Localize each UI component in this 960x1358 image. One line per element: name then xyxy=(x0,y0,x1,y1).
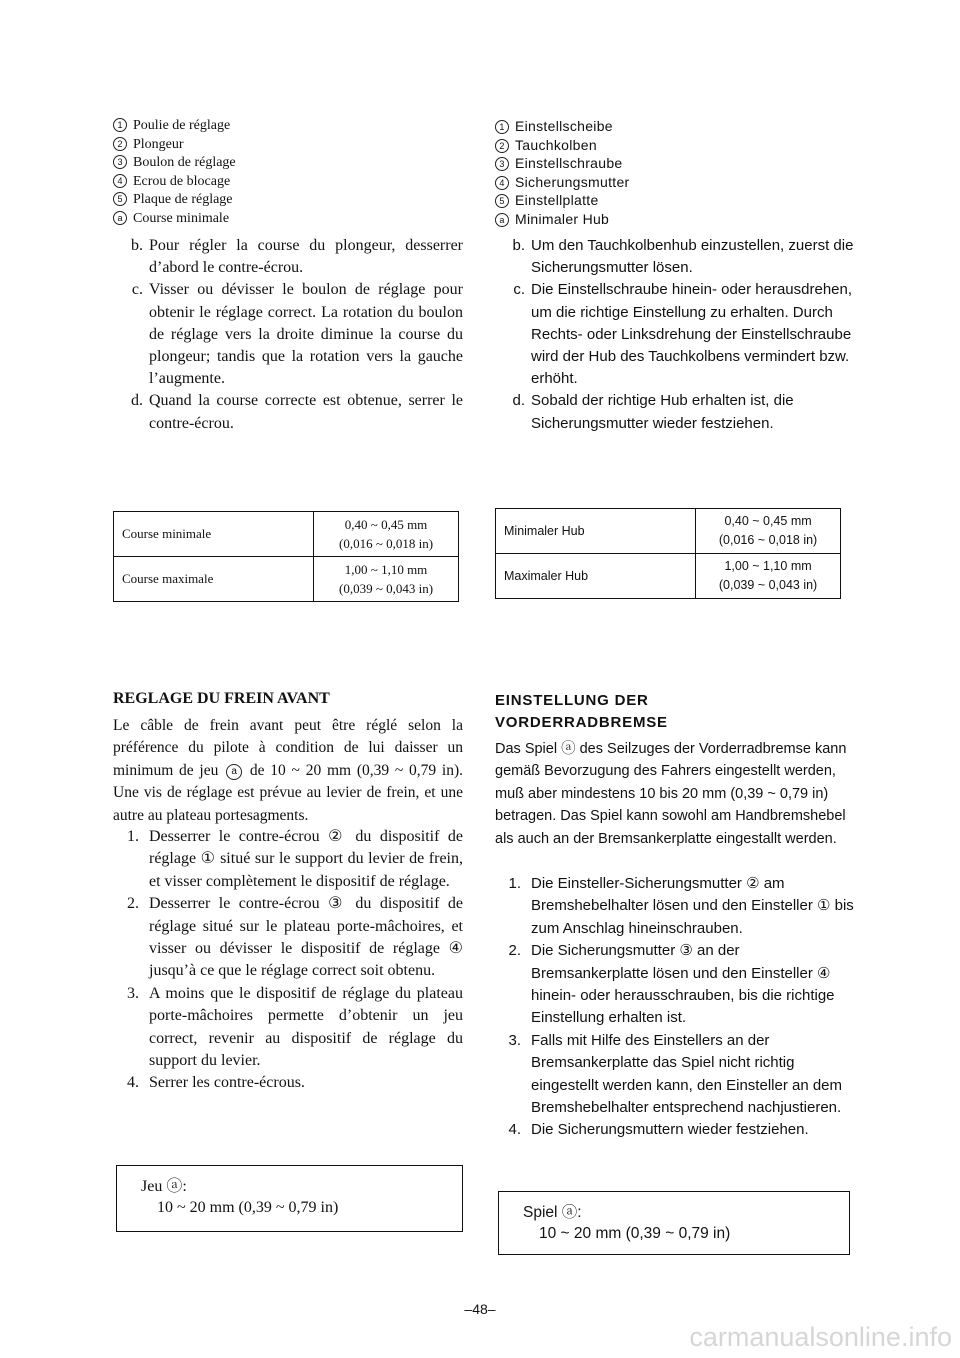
step-letter: c. xyxy=(513,281,525,299)
spec-box-label: Jeu ⓐ: xyxy=(141,1178,187,1195)
item-number: 3. xyxy=(508,1031,521,1049)
legend-item xyxy=(113,191,236,210)
spec-label: Maximaler Hub xyxy=(496,554,696,599)
legend-item xyxy=(113,136,236,155)
legend-item xyxy=(113,154,236,173)
heading-line: VORDERRADBREMSE xyxy=(495,714,668,731)
procedure-list-de xyxy=(495,873,855,1142)
step-letter: b. xyxy=(512,237,525,254)
spec-value xyxy=(314,512,459,557)
spec-value-inch: (0,016 ~ 0,018 in) xyxy=(339,536,434,551)
callout-number: 4 xyxy=(113,174,127,188)
intro-paragraph-de: Das Spiel ⓐ des Seilzuges der Vorderradbremse kann gemäß Bevorzugung des Fahrers eingestellt werden, muß aber mindestens 10 bis 20 mm (0,39 ~ 0,79 in) betragen. Das Spiel kann sowohl am Handbremshebel als auch an der Bremsankerplatte eingestallt werden. xyxy=(495,741,847,847)
legend-label: Plaque de réglage xyxy=(133,192,233,207)
intro-text: Le câble de frein avant peut être réglé selon la préférence du pilote à condition de lui daisser un minimum de jeu xyxy=(113,717,463,779)
legend-item xyxy=(113,117,236,136)
spec-value xyxy=(696,509,841,554)
intro-paragraph-fr xyxy=(113,715,463,827)
legend-label: Minimaler Hub xyxy=(515,210,610,227)
page-number: –48– xyxy=(464,1301,496,1317)
item-text: Desserrer le contre-écrou ② du dispositif de réglage ① situé sur le support du levier de frein, et visser complètement le dispositif de réglage. xyxy=(149,828,463,890)
step-text: Pour régler la course du plongeur, desserrer d’abord le contre-écrou. xyxy=(149,237,463,277)
item-text: Falls mit Hilfe des Einstellers an der Bremsankerplatte das Spiel nicht richtig eingestellt werden kann, den Einsteller an dem Bremshebelhalter entsprechend nachjustieren. xyxy=(531,1031,843,1117)
spec-value-mm: 1,00 ~ 1,10 mm xyxy=(724,559,812,573)
spec-row xyxy=(114,512,459,557)
item-text: Die Sicherungsmuttern wieder festziehen. xyxy=(531,1121,809,1139)
heading-line: EINSTELLUNG DER xyxy=(495,692,649,709)
legend-item xyxy=(495,136,630,155)
spec-table-fr xyxy=(113,511,459,602)
parts-legend-fr xyxy=(113,117,236,228)
section-heading-fr: REGLAGE DU FREIN AVANT xyxy=(113,690,330,707)
callout-number: 2 xyxy=(495,139,509,153)
callout-letter: a xyxy=(113,211,127,225)
callout-number: 5 xyxy=(113,192,127,206)
spec-value-mm: 1,00 ~ 1,10 mm xyxy=(344,562,428,577)
adjustment-steps-fr xyxy=(113,235,463,435)
legend-item xyxy=(495,173,630,192)
legend-item xyxy=(113,210,236,229)
callout-number: 2 xyxy=(113,137,127,151)
legend-label: Einstellplatte xyxy=(515,192,599,208)
callout-number: 3 xyxy=(113,155,127,169)
spec-box-value: 10 ~ 20 mm (0,39 ~ 0,79 in) xyxy=(539,1225,731,1242)
step-item xyxy=(113,279,463,390)
callout-letter: a xyxy=(495,213,509,227)
spec-box-value: 10 ~ 20 mm (0,39 ~ 0,79 in) xyxy=(157,1199,339,1216)
procedure-item xyxy=(113,893,463,983)
spec-value xyxy=(696,554,841,599)
procedure-item xyxy=(113,826,463,893)
legend-label: Einstellschraube xyxy=(515,155,623,171)
procedure-item xyxy=(495,1119,855,1141)
callout-number: 5 xyxy=(495,194,509,208)
spec-label: Minimaler Hub xyxy=(496,509,696,554)
spec-label: Course minimale xyxy=(114,512,314,557)
item-text: Die Sicherungsmutter ③ an der Bremsankerplatte lösen und den Einsteller ④ hinein- oder herausschrauben, bis die richtige Einstellung erhalten ist. xyxy=(531,942,835,1027)
step-text: Um den Tauchkolbenhub einzustellen, zuerst die Sicherungsmutter lösen. xyxy=(531,237,854,277)
procedure-item xyxy=(113,1072,463,1094)
callout-number: 1 xyxy=(495,120,509,134)
spec-value-inch: (0,039 ~ 0,043 in) xyxy=(339,581,434,596)
step-text: Die Einstellschraube hinein- oder herausdrehen, um die richtige Einstellung zu erhalten. Durch Rechts- oder Linksdrehung der Einstellschraube wird der Hub des Tauchkolbens vermindert bzw. erhöht. xyxy=(531,281,853,388)
item-number: 4. xyxy=(508,1121,521,1139)
item-number: 2. xyxy=(127,895,139,913)
spec-row xyxy=(496,554,841,599)
parts-legend-de xyxy=(495,117,630,228)
intro-text: de 10 ~ 20 mm (0,39 ~ 0,79 in). Une vis de réglage est prévue au levier de frein, et une autre au plateau portesagments. xyxy=(113,761,463,824)
spec-value-inch: (0,016 ~ 0,018 in) xyxy=(718,533,818,547)
step-letter: b. xyxy=(131,237,143,254)
callout-number: 1 xyxy=(113,118,127,132)
legend-label: Sicherungsmutter xyxy=(515,173,630,190)
procedure-item xyxy=(495,940,855,1030)
step-item xyxy=(495,390,855,434)
spec-label: Course maximale xyxy=(114,557,314,602)
spec-row xyxy=(114,557,459,602)
legend-label: Course minimale xyxy=(133,210,230,226)
callout-number: 3 xyxy=(495,157,509,171)
legend-item xyxy=(495,210,630,229)
legend-item xyxy=(495,191,630,210)
spec-value-inch: (0,039 ~ 0,043 in) xyxy=(718,578,818,592)
spec-row xyxy=(496,509,841,554)
free-play-spec-box-de xyxy=(498,1191,850,1255)
procedure-item xyxy=(495,873,855,940)
spec-value-mm: 0,40 ~ 0,45 mm xyxy=(344,517,428,532)
step-text: Sobald der richtige Hub erhalten ist, die Sicherungsmutter wieder festziehen. xyxy=(531,392,794,432)
section-heading-de xyxy=(495,690,668,734)
procedure-list-fr xyxy=(113,826,463,1095)
item-text: Desserrer le contre-écrou ③ du dispositif de réglage situé sur le plateau porte-mâchoires, et visser ou dévisser le dispositif de réglage ④ jusqu’à ce que le réglage correct soit obtenu. xyxy=(149,895,463,980)
item-number: 3. xyxy=(127,984,139,1002)
legend-item xyxy=(113,173,236,192)
step-item xyxy=(495,235,855,279)
watermark: carmanualsonline.info xyxy=(689,1322,952,1352)
spec-value-mm: 0,40 ~ 0,45 mm xyxy=(724,514,812,528)
adjustment-steps-de xyxy=(495,235,855,435)
item-text: A moins que le dispositif de réglage du plateau porte-mâchoires permette d’obtenir un jeu correct, revenir au dispositif de réglage du support du levier. xyxy=(149,984,463,1070)
spec-value xyxy=(314,557,459,602)
spec-box-label: Spiel ⓐ: xyxy=(523,1204,582,1221)
item-number: 1. xyxy=(127,828,139,845)
spec-table-de xyxy=(495,508,841,599)
legend-label: Plongeur xyxy=(133,136,184,152)
step-letter: d. xyxy=(512,392,525,410)
free-play-spec-box-fr xyxy=(116,1165,463,1232)
item-text: Die Einsteller-Sicherungsmutter ② am Bremshebelhalter lösen und den Einsteller ① bis zum Anschlag hineinschrauben. xyxy=(531,875,854,937)
legend-item xyxy=(495,154,630,173)
legend-item xyxy=(495,117,630,136)
legend-label: Ecrou de blocage xyxy=(133,173,231,189)
callout-letter: a xyxy=(226,764,242,780)
step-text: Quand la course correcte est obtenue, serrer le contre-écrou. xyxy=(149,392,463,432)
item-number: 2. xyxy=(508,942,521,960)
step-item xyxy=(495,279,855,390)
step-item xyxy=(113,235,463,279)
step-text: Visser ou dévisser le boulon de réglage pour obtenir le réglage correct. La rotation du boulon de réglage vers la droite diminue la course du plongeur; tandis que la rotation vers la gauche l’augmente. xyxy=(149,281,463,388)
legend-label: Einstellscheibe xyxy=(515,118,613,134)
item-number: 4. xyxy=(127,1074,139,1092)
step-letter: d. xyxy=(131,392,143,410)
legend-label: Boulon de réglage xyxy=(133,155,236,170)
item-text: Serrer les contre-écrous. xyxy=(149,1074,305,1092)
procedure-item xyxy=(495,1030,855,1120)
step-letter: c. xyxy=(131,281,143,299)
callout-number: 4 xyxy=(495,176,509,190)
legend-label: Poulie de réglage xyxy=(133,118,231,133)
step-item xyxy=(113,390,463,434)
legend-label: Tauchkolben xyxy=(515,136,597,153)
procedure-item xyxy=(113,983,463,1073)
item-number: 1. xyxy=(508,875,521,892)
